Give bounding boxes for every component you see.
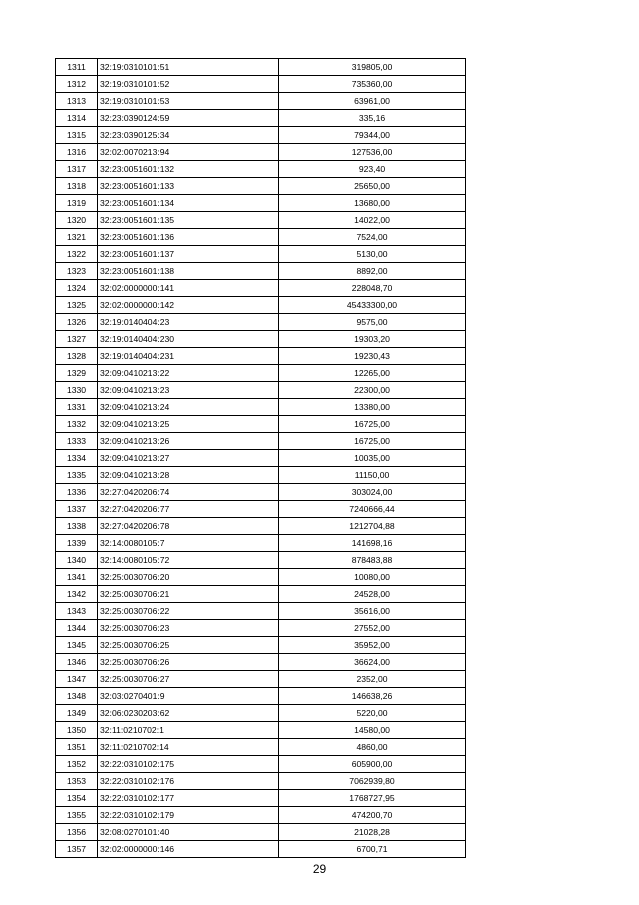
table-row <box>56 399 466 416</box>
table-row <box>56 382 466 399</box>
cadastral-number-cell: 32:19:0310101:53 <box>98 93 279 110</box>
cadastral-number-cell: 32:23:0051601:138 <box>98 263 279 280</box>
cadastral-number-cell: 32:22:0310102:175 <box>98 756 279 773</box>
row-number-cell: 1322 <box>56 246 98 263</box>
cadastral-number-cell: 32:02:0000000:146 <box>98 841 279 858</box>
cadastral-number-cell: 32:19:0310101:52 <box>98 76 279 93</box>
cadastral-number-cell: 32:09:0410213:26 <box>98 433 279 450</box>
row-number-cell: 1320 <box>56 212 98 229</box>
row-number-cell: 1330 <box>56 382 98 399</box>
value-cell: 141698,16 <box>279 535 466 552</box>
page-number: 29 <box>312 862 327 876</box>
value-cell: 16725,00 <box>279 433 466 450</box>
value-cell: 10035,00 <box>279 450 466 467</box>
row-number-cell: 1313 <box>56 93 98 110</box>
table-row <box>56 535 466 552</box>
row-number-cell: 1350 <box>56 722 98 739</box>
value-cell: 63961,00 <box>279 93 466 110</box>
cadastral-number-cell: 32:14:0080105:7 <box>98 535 279 552</box>
table-row <box>56 620 466 637</box>
row-number-cell: 1341 <box>56 569 98 586</box>
cadastral-number-cell: 32:19:0310101:51 <box>98 59 279 76</box>
value-cell: 335,16 <box>279 110 466 127</box>
row-number-cell: 1355 <box>56 807 98 824</box>
cadastral-number-cell: 32:08:0270101:40 <box>98 824 279 841</box>
row-number-cell: 1324 <box>56 280 98 297</box>
row-number-cell: 1337 <box>56 501 98 518</box>
row-number-cell: 1331 <box>56 399 98 416</box>
cadastral-number-cell: 32:25:0030706:21 <box>98 586 279 603</box>
value-cell: 11150,00 <box>279 467 466 484</box>
table-row <box>56 841 466 858</box>
table-row <box>56 484 466 501</box>
cadastral-number-cell: 32:19:0140404:23 <box>98 314 279 331</box>
cadastral-number-cell: 32:27:0420206:74 <box>98 484 279 501</box>
cadastral-number-cell: 32:09:0410213:28 <box>98 467 279 484</box>
value-cell: 79344,00 <box>279 127 466 144</box>
table-row <box>56 501 466 518</box>
value-cell: 878483,88 <box>279 552 466 569</box>
value-cell: 474200,70 <box>279 807 466 824</box>
table-row <box>56 365 466 382</box>
value-cell: 22300,00 <box>279 382 466 399</box>
cadastral-number-cell: 32:25:0030706:26 <box>98 654 279 671</box>
row-number-cell: 1354 <box>56 790 98 807</box>
cadastral-number-cell: 32:19:0140404:230 <box>98 331 279 348</box>
row-number-cell: 1343 <box>56 603 98 620</box>
row-number-cell: 1351 <box>56 739 98 756</box>
row-number-cell: 1312 <box>56 76 98 93</box>
value-cell: 19303,20 <box>279 331 466 348</box>
table-row <box>56 76 466 93</box>
cadastral-number-cell: 32:11:0210702:14 <box>98 739 279 756</box>
table-row <box>56 246 466 263</box>
table-row <box>56 552 466 569</box>
cadastral-number-cell: 32:23:0390124:59 <box>98 110 279 127</box>
value-cell: 10080,00 <box>279 569 466 586</box>
table-row <box>56 110 466 127</box>
cadastral-number-cell: 32:25:0030706:27 <box>98 671 279 688</box>
cadastral-number-cell: 32:19:0140404:231 <box>98 348 279 365</box>
row-number-cell: 1316 <box>56 144 98 161</box>
value-cell: 2352,00 <box>279 671 466 688</box>
cadastral-number-cell: 32:09:0410213:24 <box>98 399 279 416</box>
table-row <box>56 59 466 76</box>
table-row <box>56 178 466 195</box>
value-cell: 13380,00 <box>279 399 466 416</box>
value-cell: 5220,00 <box>279 705 466 722</box>
table-row <box>56 569 466 586</box>
value-cell: 9575,00 <box>279 314 466 331</box>
row-number-cell: 1319 <box>56 195 98 212</box>
table-row <box>56 263 466 280</box>
row-number-cell: 1332 <box>56 416 98 433</box>
cadastral-number-cell: 32:06:0230203:62 <box>98 705 279 722</box>
row-number-cell: 1327 <box>56 331 98 348</box>
row-number-cell: 1348 <box>56 688 98 705</box>
cadastral-number-cell: 32:09:0410213:22 <box>98 365 279 382</box>
value-cell: 4860,00 <box>279 739 466 756</box>
table-row <box>56 671 466 688</box>
row-number-cell: 1352 <box>56 756 98 773</box>
table-row <box>56 314 466 331</box>
table-row <box>56 518 466 535</box>
row-number-cell: 1321 <box>56 229 98 246</box>
cadastral-value-table <box>55 58 466 858</box>
table-row <box>56 229 466 246</box>
value-cell: 12265,00 <box>279 365 466 382</box>
cadastral-number-cell: 32:23:0051601:133 <box>98 178 279 195</box>
table-row <box>56 705 466 722</box>
row-number-cell: 1336 <box>56 484 98 501</box>
value-cell: 1768727,95 <box>279 790 466 807</box>
table-row <box>56 331 466 348</box>
value-cell: 303024,00 <box>279 484 466 501</box>
cadastral-number-cell: 32:03:0270401:9 <box>98 688 279 705</box>
cadastral-number-cell: 32:11:0210702:1 <box>98 722 279 739</box>
value-cell: 19230,43 <box>279 348 466 365</box>
table-row <box>56 688 466 705</box>
cadastral-number-cell: 32:02:0000000:142 <box>98 297 279 314</box>
row-number-cell: 1338 <box>56 518 98 535</box>
table-row <box>56 416 466 433</box>
row-number-cell: 1329 <box>56 365 98 382</box>
row-number-cell: 1342 <box>56 586 98 603</box>
row-number-cell: 1345 <box>56 637 98 654</box>
value-cell: 14580,00 <box>279 722 466 739</box>
cadastral-number-cell: 32:23:0390125:34 <box>98 127 279 144</box>
row-number-cell: 1339 <box>56 535 98 552</box>
table-row <box>56 297 466 314</box>
value-cell: 13680,00 <box>279 195 466 212</box>
cadastral-number-cell: 32:23:0051601:132 <box>98 161 279 178</box>
cadastral-number-cell: 32:09:0410213:25 <box>98 416 279 433</box>
row-number-cell: 1314 <box>56 110 98 127</box>
table-row <box>56 161 466 178</box>
value-cell: 228048,70 <box>279 280 466 297</box>
value-cell: 7240666,44 <box>279 501 466 518</box>
value-cell: 319805,00 <box>279 59 466 76</box>
row-number-cell: 1346 <box>56 654 98 671</box>
value-cell: 146638,26 <box>279 688 466 705</box>
cadastral-number-cell: 32:02:0000000:141 <box>98 280 279 297</box>
table-row <box>56 127 466 144</box>
value-cell: 16725,00 <box>279 416 466 433</box>
value-cell: 45433300,00 <box>279 297 466 314</box>
value-cell: 5130,00 <box>279 246 466 263</box>
row-number-cell: 1318 <box>56 178 98 195</box>
cadastral-number-cell: 32:25:0030706:25 <box>98 637 279 654</box>
row-number-cell: 1335 <box>56 467 98 484</box>
table-row <box>56 824 466 841</box>
cadastral-number-cell: 32:23:0051601:136 <box>98 229 279 246</box>
row-number-cell: 1340 <box>56 552 98 569</box>
value-cell: 735360,00 <box>279 76 466 93</box>
row-number-cell: 1317 <box>56 161 98 178</box>
value-cell: 7062939,80 <box>279 773 466 790</box>
row-number-cell: 1328 <box>56 348 98 365</box>
value-cell: 6700,71 <box>279 841 466 858</box>
table-row <box>56 603 466 620</box>
table-row <box>56 212 466 229</box>
table-row <box>56 144 466 161</box>
cadastral-number-cell: 32:09:0410213:23 <box>98 382 279 399</box>
table-row <box>56 790 466 807</box>
table-row <box>56 739 466 756</box>
cadastral-number-cell: 32:22:0310102:179 <box>98 807 279 824</box>
row-number-cell: 1326 <box>56 314 98 331</box>
cadastral-number-cell: 32:14:0080105:72 <box>98 552 279 569</box>
cadastral-number-cell: 32:09:0410213:27 <box>98 450 279 467</box>
value-cell: 14022,00 <box>279 212 466 229</box>
value-cell: 36624,00 <box>279 654 466 671</box>
cadastral-number-cell: 32:25:0030706:20 <box>98 569 279 586</box>
table-row <box>56 433 466 450</box>
row-number-cell: 1323 <box>56 263 98 280</box>
cadastral-number-cell: 32:27:0420206:78 <box>98 518 279 535</box>
row-number-cell: 1325 <box>56 297 98 314</box>
table-row <box>56 467 466 484</box>
value-cell: 21028,28 <box>279 824 466 841</box>
value-cell: 24528,00 <box>279 586 466 603</box>
row-number-cell: 1357 <box>56 841 98 858</box>
table-row <box>56 280 466 297</box>
table-row <box>56 756 466 773</box>
cadastral-number-cell: 32:23:0051601:134 <box>98 195 279 212</box>
cadastral-number-cell: 32:23:0051601:135 <box>98 212 279 229</box>
value-cell: 605900,00 <box>279 756 466 773</box>
value-cell: 127536,00 <box>279 144 466 161</box>
row-number-cell: 1349 <box>56 705 98 722</box>
table-row <box>56 807 466 824</box>
table-row <box>56 654 466 671</box>
table-row <box>56 93 466 110</box>
row-number-cell: 1353 <box>56 773 98 790</box>
value-cell: 8892,00 <box>279 263 466 280</box>
value-cell: 35952,00 <box>279 637 466 654</box>
table-row <box>56 722 466 739</box>
table-row <box>56 773 466 790</box>
table-row <box>56 586 466 603</box>
value-cell: 1212704,88 <box>279 518 466 535</box>
row-number-cell: 1356 <box>56 824 98 841</box>
table-body <box>56 59 466 858</box>
value-cell: 25650,00 <box>279 178 466 195</box>
table-row <box>56 637 466 654</box>
row-number-cell: 1334 <box>56 450 98 467</box>
value-cell: 923,40 <box>279 161 466 178</box>
cadastral-number-cell: 32:25:0030706:22 <box>98 603 279 620</box>
cadastral-number-cell: 32:25:0030706:23 <box>98 620 279 637</box>
value-cell: 7524,00 <box>279 229 466 246</box>
value-cell: 27552,00 <box>279 620 466 637</box>
row-number-cell: 1333 <box>56 433 98 450</box>
row-number-cell: 1311 <box>56 59 98 76</box>
table-row <box>56 348 466 365</box>
table-row <box>56 450 466 467</box>
row-number-cell: 1344 <box>56 620 98 637</box>
value-cell: 35616,00 <box>279 603 466 620</box>
row-number-cell: 1315 <box>56 127 98 144</box>
cadastral-number-cell: 32:27:0420206:77 <box>98 501 279 518</box>
table-row <box>56 195 466 212</box>
cadastral-number-cell: 32:22:0310102:177 <box>98 790 279 807</box>
cadastral-number-cell: 32:23:0051601:137 <box>98 246 279 263</box>
cadastral-number-cell: 32:02:0070213:94 <box>98 144 279 161</box>
row-number-cell: 1347 <box>56 671 98 688</box>
cadastral-number-cell: 32:22:0310102:176 <box>98 773 279 790</box>
